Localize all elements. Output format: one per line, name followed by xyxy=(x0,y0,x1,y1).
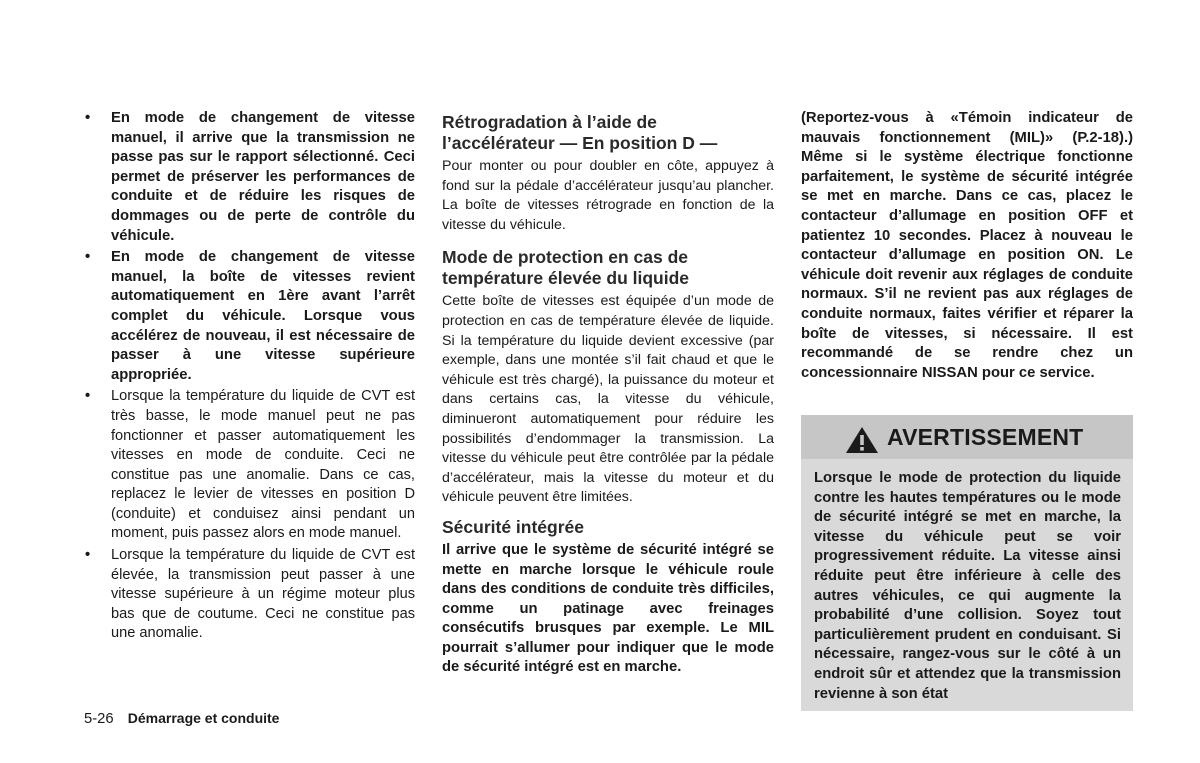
list-item-text: Lorsque la température du liquide de CVT est très basse, le mode manuel peut ne pas fonctionner et passer automatiquement les vitesses en mode de conduite. Ceci ne constitue pas une anomalie. Dans ce cas, replacez le levier de vitesses en position D (conduite) et conduisez ainsi pendant un moment, puis passez alors en mode manuel. xyxy=(111,388,415,542)
list-item xyxy=(84,546,415,644)
bullet-icon: • xyxy=(85,110,91,126)
section-heading-failsafe: Sécurité intégrée xyxy=(442,516,584,537)
paragraph-failsafe-continued: (Reportez-vous à «Témoin indicateur de mauvais fonctionnement (MIL)» (P.2-18).) Même si le système électrique fonctionne parfaitement, le système de sécurité intégrée se met en marche. Dans ce cas, placez le contacteur d’allumage en position OFF et patientez 10 secondes. Placez à nouveau le contacteur d’allumage en position ON. Le véhicule doit revenir aux réglages de conduite normaux. S’il ne revient pas aux réglages de conduite normaux, faites vérifier et réparer la boîte de vitesses, si nécessaire. Il est recommandé de se rendre chez un concessionnaire NISSAN pour ce service. xyxy=(801,110,1133,381)
bullet-list xyxy=(84,109,415,644)
page-footer xyxy=(84,710,279,727)
warning-triangle-icon xyxy=(845,426,879,454)
list-item-text: Lorsque la température du liquide de CVT est élevée, la transmission peut passer à une vitesse supérieure à un régime moteur plus bas que de coutume. Ceci ne constitue pas une anomalie. xyxy=(111,547,415,642)
page-number: 5-26 xyxy=(84,711,114,727)
warning-header xyxy=(801,415,1133,459)
column-left xyxy=(84,109,415,644)
section-heading-retrogradation: Rétrogradation à l’aide de l’accélérateur — En position D — xyxy=(442,112,718,153)
bullet-icon: • xyxy=(85,249,91,266)
list-item xyxy=(84,109,415,246)
section-title: Démarrage et conduite xyxy=(127,710,280,726)
list-item xyxy=(84,387,415,544)
bullet-icon: • xyxy=(85,547,91,564)
list-item-text: En mode de changement de vitesse manuel, il arrive que la transmission ne passe pas sur le rapport sélectionné. Ceci permet de préserver les performances de conduite et de réduire les risques de dommages ou de perte de contrôle du véhicule. xyxy=(111,110,415,244)
list-item-text: En mode de changement de vitesse manuel, la boîte de vitesses revient automatiquement en 1ère avant l’arrêt complet du véhicule. Lorsque vous accélérez de nouveau, il est nécessaire de passer à une vitesse supérieure appropriée. xyxy=(111,249,415,383)
column-right xyxy=(801,109,1133,702)
warning-title: AVERTISSEMENT xyxy=(887,424,1084,450)
paragraph-protection-mode: Cette boîte de vitesses est équipée d’un mode de protection en cas de température élevée de liquide. Si la température du liquide devient excessive (par exemple, dans une montée s’il fait chaud et que le véhicule est très chargé), la puissance du moteur et dans certains cas, la vitesse du véhicule, diminueront automatiquement pour réduire les possibilités d’endommager la transmission. La vitesse du véhicule peut être contrôlée par la pédale d’accélérateur, mais la vitesse du moteur et du véhicule peuvent être limitées. xyxy=(442,293,774,506)
paragraph-retrogradation: Pour monter ou pour doubler en côte, appuyez à fond sur la pédale d’accélérateur jusqu’au plancher. La boîte de vitesses rétrograde en fonction de la vitesse du véhicule. xyxy=(442,158,774,233)
paragraph-failsafe: Il arrive que le système de sécurité intégré se mette en marche lorsque le véhicule roule dans des conditions de conduite très difficiles, comme un patinage avec freinages consécutifs brusques par exemple. Le MIL pourrait s’allumer pour indiquer que le mode de sécurité intégré est en marche. xyxy=(442,541,774,676)
column-middle xyxy=(442,109,774,678)
list-item xyxy=(84,248,415,385)
bullet-icon: • xyxy=(85,388,91,405)
warning-text: Lorsque le mode de protection du liquide contre les hautes températures ou le mode de sécurité intégré se met en marche, la vitesse du véhicule peut se voir progressivement réduite. La vitesse ainsi réduite peut être inférieure à celle des autres véhicules, ce qui augmente la probabilité d’une collision. Soyez tout particulièrement prudent en conduisant. Si nécessaire, rangez-vous sur le côté à un endroit sûr et attendez que la transmission revienne à son état xyxy=(814,470,1121,702)
section-heading-protection-mode: Mode de protection en cas de température élevée du liquide xyxy=(442,247,690,289)
warning-box xyxy=(801,415,1133,711)
